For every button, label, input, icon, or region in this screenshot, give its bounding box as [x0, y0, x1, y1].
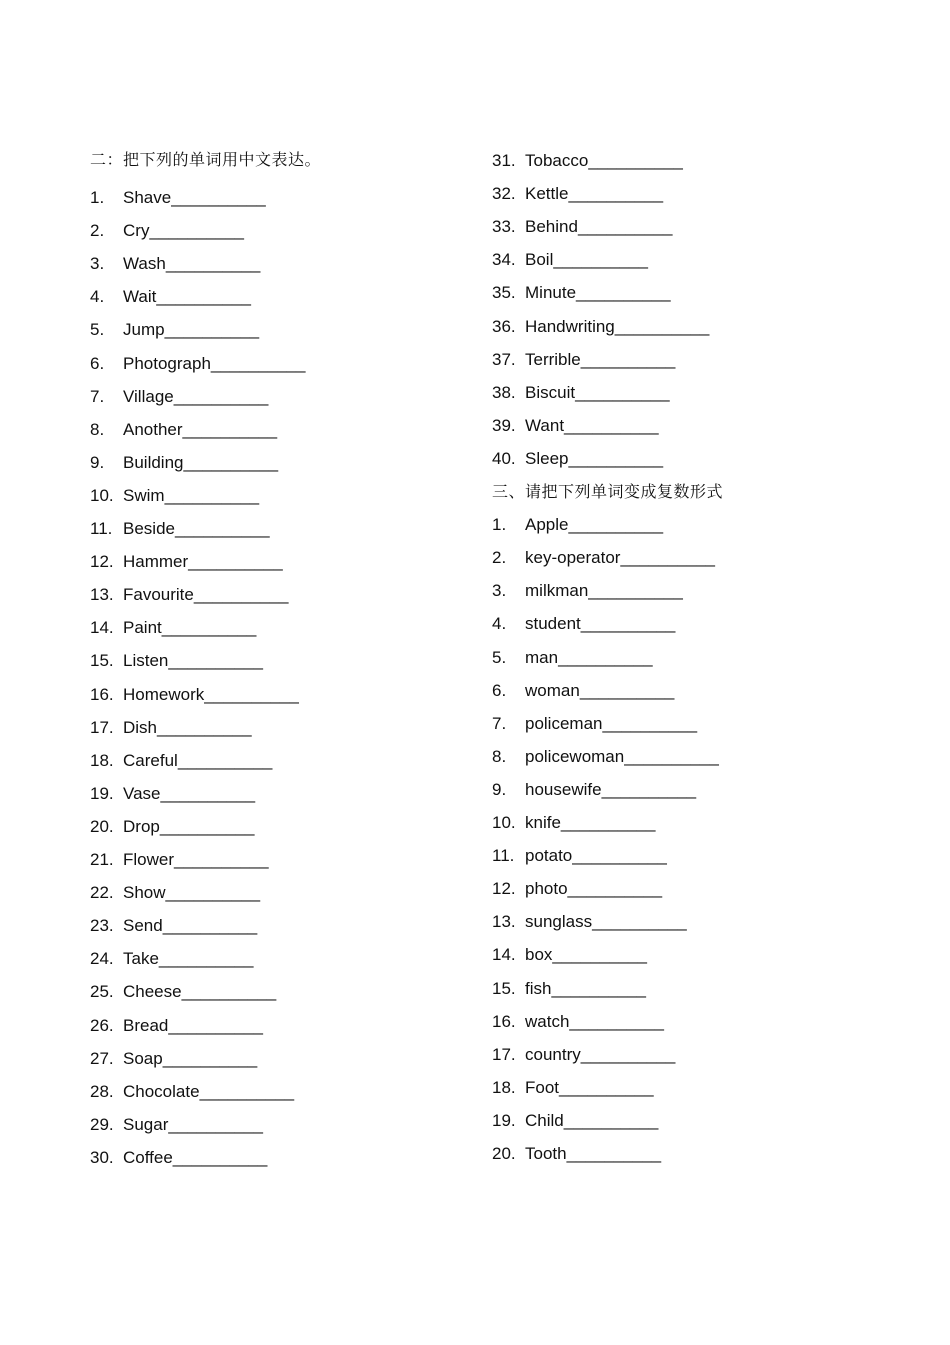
answer-blank[interactable]: __________	[551, 978, 647, 998]
item-number: 16.	[90, 684, 114, 704]
item-word: potato	[525, 846, 573, 866]
answer-blank[interactable]: __________	[199, 1081, 295, 1101]
exercise-item	[492, 778, 696, 802]
section-three-heading: 三、请把下列单词变成复数形式	[492, 482, 724, 501]
item-word: sunglass	[525, 912, 593, 932]
item-word: country	[525, 1044, 581, 1064]
answer-blank[interactable]: __________	[580, 349, 676, 369]
exercise-item	[90, 649, 263, 673]
exercise-item	[492, 646, 653, 670]
item-word: Jump	[123, 320, 165, 340]
item-number: 37.	[492, 349, 516, 369]
item-number: 14.	[492, 945, 516, 965]
item-number: 4.	[90, 287, 105, 307]
answer-blank[interactable]: __________	[161, 618, 257, 638]
item-number: 11.	[492, 846, 515, 866]
item-number: 34.	[492, 250, 516, 270]
answer-blank[interactable]: __________	[182, 419, 278, 439]
item-word: Careful	[123, 750, 178, 770]
item-number: 13.	[492, 912, 516, 932]
item-word: Homework	[123, 684, 205, 704]
item-word: Behind	[525, 217, 578, 237]
item-word: Drop	[123, 816, 160, 836]
exercise-item	[90, 285, 251, 309]
exercise-item	[492, 811, 655, 835]
item-number: 6.	[492, 680, 507, 700]
exercise-item	[492, 381, 670, 405]
exercise-item	[90, 1047, 257, 1071]
exercise-item	[492, 612, 675, 636]
exercise-item	[90, 418, 277, 442]
answer-blank[interactable]: __________	[559, 1077, 654, 1097]
item-word: Listen	[123, 651, 169, 671]
item-number: 7.	[90, 386, 105, 406]
answer-blank[interactable]: __________	[577, 217, 673, 237]
item-word: Hammer	[123, 552, 189, 572]
exercise-item	[90, 947, 253, 971]
item-number: 7.	[492, 713, 507, 733]
answer-blank[interactable]: __________	[564, 415, 659, 435]
exercise-item	[90, 219, 244, 243]
item-word: Terrible	[525, 349, 581, 369]
answer-blank[interactable]: __________	[624, 746, 719, 766]
exercise-item	[492, 1076, 654, 1100]
answer-blank[interactable]: __________	[552, 945, 647, 965]
item-number: 6.	[90, 353, 105, 373]
item-word: Cheese	[123, 982, 182, 1002]
section-two-heading: 二：把下列的单词用中文表达。	[90, 150, 322, 169]
item-word: Want	[525, 415, 565, 435]
answer-blank[interactable]: __________	[210, 353, 306, 373]
exercise-item	[90, 716, 252, 740]
answer-blank[interactable]: __________	[188, 552, 283, 572]
answer-blank[interactable]: __________	[560, 813, 656, 832]
answer-blank[interactable]: __________	[172, 1147, 268, 1167]
item-word: Dish	[123, 717, 158, 737]
exercise-item	[492, 943, 647, 967]
item-number: 3.	[90, 254, 105, 274]
exercise-item	[90, 848, 269, 872]
item-number: 1.	[492, 515, 507, 535]
exercise-item	[492, 579, 683, 603]
item-number: 24.	[90, 949, 114, 969]
exercise-item	[492, 447, 663, 471]
item-number: 28.	[90, 1081, 114, 1101]
item-word: Favourite	[123, 585, 194, 605]
item-number: 21.	[90, 850, 114, 869]
item-number: 3.	[492, 581, 507, 601]
exercise-item	[492, 513, 663, 537]
item-number: 18.	[90, 750, 114, 770]
answer-blank[interactable]: __________	[168, 1015, 263, 1035]
item-word: Sugar	[123, 1114, 169, 1134]
item-word: Another	[123, 419, 183, 439]
item-number: 13.	[90, 585, 114, 605]
item-number: 32.	[492, 184, 516, 204]
item-word: Flower	[123, 850, 175, 869]
answer-blank[interactable]: __________	[558, 647, 653, 667]
item-word: box	[525, 945, 553, 965]
exercise-item	[90, 451, 278, 475]
answer-blank[interactable]: __________	[165, 883, 261, 903]
item-number: 18.	[492, 1077, 516, 1097]
exercise-item	[492, 844, 667, 868]
item-number: 4.	[492, 614, 507, 634]
answer-blank[interactable]: __________	[159, 816, 255, 836]
item-number: 12.	[492, 879, 516, 899]
exercise-item	[90, 815, 254, 839]
answer-blank[interactable]: __________	[568, 515, 664, 535]
item-word: Child	[525, 1110, 564, 1130]
item-number: 36.	[492, 316, 516, 336]
item-word: Vase	[123, 783, 161, 803]
exercise-item	[492, 1109, 658, 1133]
answer-blank[interactable]: __________	[181, 982, 277, 1002]
item-number: 5.	[90, 320, 105, 340]
exercise-item	[492, 281, 671, 305]
item-number: 19.	[90, 783, 114, 803]
exercise-item	[90, 517, 270, 541]
item-number: 22.	[90, 883, 114, 903]
answer-blank[interactable]: __________	[588, 151, 683, 170]
item-number: 9.	[90, 452, 105, 472]
answer-blank[interactable]: __________	[156, 287, 251, 307]
exercise-item	[90, 318, 259, 342]
item-number: 20.	[90, 816, 114, 836]
item-word: Minute	[525, 283, 577, 303]
item-word: Paint	[123, 618, 162, 638]
item-number: 17.	[90, 717, 114, 737]
exercise-item	[90, 1113, 263, 1137]
answer-blank[interactable]: __________	[580, 614, 676, 634]
item-word: Sleep	[525, 448, 569, 468]
item-word: Show	[123, 883, 166, 903]
answer-blank[interactable]: __________	[576, 283, 671, 303]
exercise-item	[90, 980, 276, 1004]
answer-blank[interactable]: __________	[566, 1144, 662, 1163]
answer-blank[interactable]: __________	[174, 850, 269, 869]
exercise-item	[492, 712, 697, 736]
exercise-item	[492, 546, 715, 570]
item-number: 15.	[90, 651, 114, 671]
item-number: 39.	[492, 415, 516, 435]
answer-blank[interactable]: __________	[614, 316, 710, 336]
answer-blank[interactable]: __________	[164, 320, 260, 340]
item-word: policewoman	[525, 746, 625, 766]
exercise-item	[90, 749, 272, 773]
answer-blank[interactable]: __________	[162, 916, 258, 936]
item-word: Shave	[123, 188, 172, 207]
exercise-item	[492, 745, 719, 769]
exercise-item	[492, 977, 646, 1001]
item-word: Cry	[123, 221, 150, 241]
item-number: 8.	[492, 746, 507, 766]
answer-blank[interactable]: __________	[168, 1114, 263, 1134]
item-number: 16.	[492, 1011, 516, 1031]
item-word: Soap	[123, 1048, 163, 1068]
answer-blank[interactable]: __________	[162, 1048, 258, 1068]
answer-blank[interactable]: __________	[165, 254, 261, 274]
answer-blank[interactable]: __________	[588, 581, 683, 601]
answer-blank[interactable]: __________	[177, 750, 273, 770]
exercise-item	[492, 877, 662, 901]
item-word: fish	[525, 978, 552, 998]
item-word: policeman	[525, 713, 603, 733]
item-word: watch	[525, 1011, 570, 1031]
item-number: 27.	[90, 1048, 114, 1068]
item-word: key-operator	[525, 548, 621, 568]
exercise-item	[492, 149, 683, 173]
exercise-item	[492, 248, 648, 272]
item-word: knife	[525, 813, 561, 832]
item-number: 2.	[90, 221, 105, 241]
item-word: Coffee	[123, 1147, 173, 1167]
answer-blank[interactable]: __________	[164, 485, 260, 505]
exercise-item	[90, 385, 268, 409]
item-number: 12.	[90, 552, 114, 572]
item-word: Chocolate	[123, 1081, 200, 1101]
answer-blank[interactable]: __________	[575, 382, 670, 402]
answer-blank[interactable]: __________	[620, 548, 715, 568]
exercise-item	[90, 616, 256, 640]
answer-blank[interactable]: __________	[580, 1044, 676, 1064]
answer-blank[interactable]: __________	[193, 585, 289, 605]
item-number: 11.	[90, 519, 113, 538]
answer-blank[interactable]: __________	[567, 879, 663, 899]
item-word: housewife	[525, 779, 602, 799]
item-number: 20.	[492, 1144, 516, 1163]
exercise-item	[492, 1142, 661, 1166]
exercise-item	[90, 683, 299, 707]
answer-blank[interactable]: __________	[149, 221, 244, 241]
answer-blank[interactable]: __________	[563, 1110, 659, 1130]
exercise-item	[492, 1043, 675, 1067]
exercise-item	[90, 352, 305, 376]
item-number: 35.	[492, 283, 516, 303]
exercise-item	[90, 484, 259, 508]
item-word: Foot	[525, 1077, 560, 1097]
item-number: 2.	[492, 548, 507, 568]
item-word: Take	[123, 949, 159, 969]
item-word: Wash	[123, 254, 166, 274]
answer-blank[interactable]: __________	[157, 717, 252, 737]
answer-blank[interactable]: __________	[568, 448, 664, 468]
item-word: Wait	[123, 287, 157, 307]
item-number: 40.	[492, 448, 516, 468]
answer-blank[interactable]: __________	[168, 651, 263, 671]
item-word: Village	[123, 386, 174, 406]
item-number: 9.	[492, 779, 507, 799]
exercise-item	[90, 1014, 263, 1038]
answer-blank[interactable]: __________	[204, 684, 299, 704]
exercise-item	[90, 1080, 294, 1104]
item-word: Apple	[525, 515, 569, 535]
item-number: 33.	[492, 217, 516, 237]
exercise-item	[492, 182, 663, 206]
exercise-item	[90, 881, 260, 905]
item-number: 29.	[90, 1114, 114, 1134]
item-number: 14.	[90, 618, 114, 638]
answer-blank[interactable]: __________	[553, 250, 648, 270]
item-word: Tooth	[525, 1144, 567, 1163]
item-number: 23.	[90, 916, 114, 936]
answer-blank[interactable]: __________	[173, 386, 269, 406]
item-word: man	[525, 647, 559, 667]
item-word: Bread	[123, 1015, 169, 1035]
answer-blank[interactable]: __________	[174, 519, 270, 538]
exercise-item	[90, 782, 255, 806]
exercise-item	[492, 1010, 664, 1034]
item-number: 25.	[90, 982, 114, 1002]
item-word: Biscuit	[525, 382, 576, 402]
answer-blank[interactable]: __________	[579, 680, 675, 700]
item-word: Beside	[123, 519, 175, 538]
item-number: 26.	[90, 1015, 114, 1035]
answer-blank[interactable]: __________	[158, 949, 254, 969]
item-number: 8.	[90, 419, 105, 439]
exercise-item	[492, 348, 675, 372]
answer-blank[interactable]: __________	[569, 1011, 664, 1031]
item-word: student	[525, 614, 581, 634]
item-number: 38.	[492, 382, 516, 402]
item-word: Handwriting	[525, 316, 615, 336]
item-word: Building	[123, 452, 184, 472]
item-word: Swim	[123, 485, 165, 505]
answer-blank[interactable]: __________	[601, 779, 697, 799]
item-word: photo	[525, 879, 568, 899]
item-number: 1.	[90, 188, 105, 207]
answer-blank[interactable]: __________	[592, 912, 687, 932]
item-word: woman	[525, 680, 580, 700]
item-word: Tobacco	[525, 151, 589, 170]
answer-blank[interactable]: __________	[183, 452, 279, 472]
exercise-item	[90, 252, 260, 276]
exercise-item	[90, 550, 283, 574]
answer-blank[interactable]: __________	[160, 783, 256, 803]
item-number: 15.	[492, 978, 516, 998]
exercise-item	[492, 679, 674, 703]
exercise-item	[492, 414, 659, 438]
answer-blank[interactable]: __________	[602, 713, 698, 733]
item-word: Photograph	[123, 353, 211, 373]
exercise-item	[492, 315, 709, 339]
exercise-item	[90, 583, 288, 607]
exercise-item	[90, 1146, 267, 1170]
item-number: 31.	[492, 151, 516, 170]
item-number: 30.	[90, 1147, 114, 1167]
item-number: 5.	[492, 647, 507, 667]
item-word: Boil	[525, 250, 554, 270]
exercise-item	[492, 910, 687, 934]
item-number: 10.	[90, 485, 114, 505]
exercise-item	[90, 914, 257, 938]
item-word: Send	[123, 916, 163, 936]
answer-blank[interactable]: __________	[568, 184, 664, 204]
item-number: 17.	[492, 1044, 516, 1064]
exercise-item	[492, 215, 672, 239]
exercise-item	[90, 186, 266, 210]
item-number: 10.	[492, 813, 516, 832]
answer-blank[interactable]: __________	[572, 846, 667, 866]
answer-blank[interactable]: __________	[171, 188, 266, 207]
item-number: 19.	[492, 1110, 516, 1130]
item-word: Kettle	[525, 184, 569, 204]
item-word: milkman	[525, 581, 589, 601]
